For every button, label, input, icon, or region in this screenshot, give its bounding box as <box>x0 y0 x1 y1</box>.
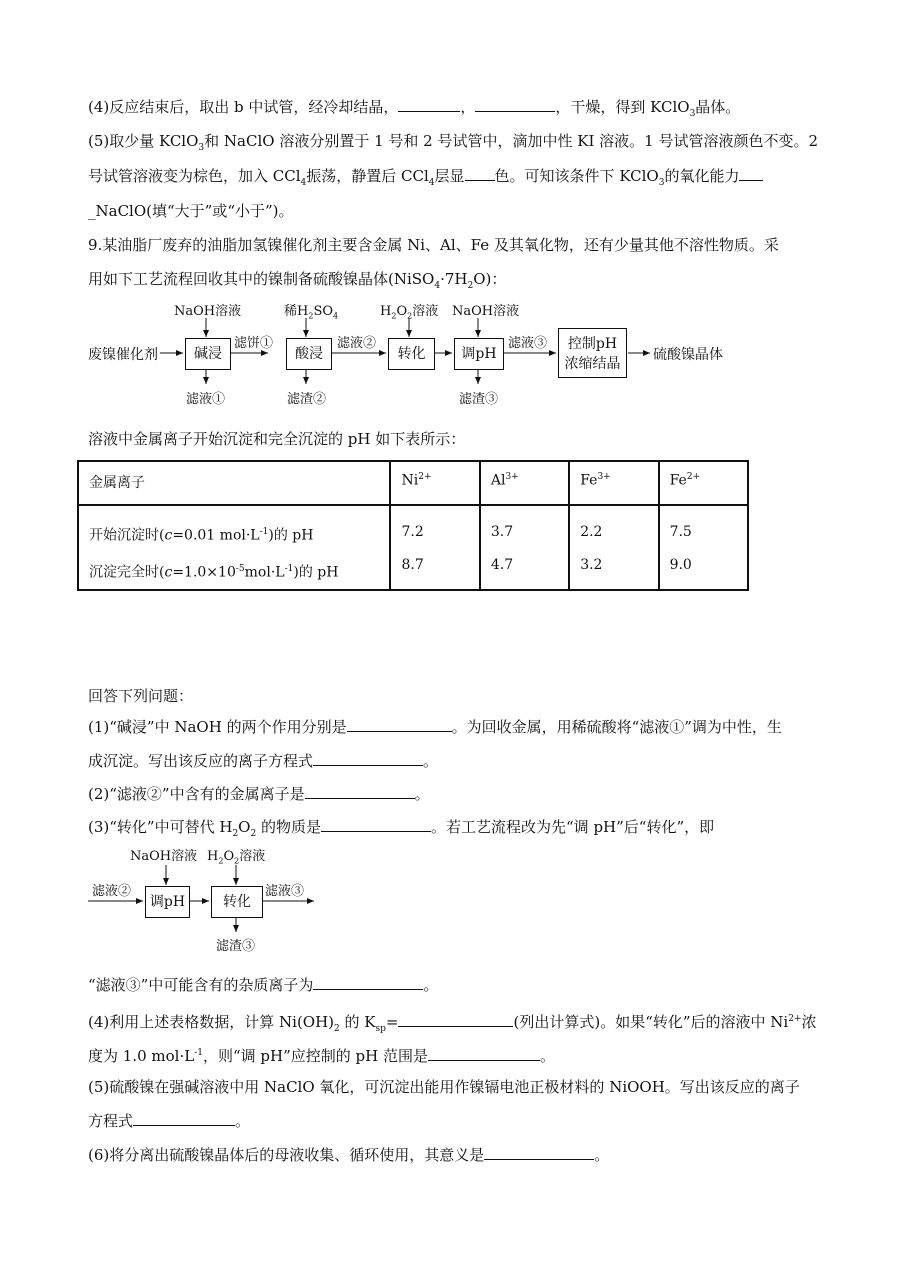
flow-label-filtrate-1: 滤液① <box>186 392 226 407</box>
cell-ni2: 7.2 8.7 <box>390 505 479 590</box>
alt-flow-output: 滤液③ <box>265 884 305 899</box>
answer-blank[interactable] <box>739 166 763 181</box>
flow-end: 硫酸镍晶体 <box>653 347 723 363</box>
answer-blank[interactable] <box>313 975 423 990</box>
alt-reagent-h2o2: $H_2O_2$溶液 <box>207 849 266 866</box>
table-header-row <box>78 461 748 505</box>
answer-blank[interactable] <box>484 1145 594 1160</box>
alt-flow-residue: 滤渣③ <box>216 939 256 954</box>
ion-fe3: $Fe^{3+}$ <box>569 461 658 505</box>
reagent-naoh-2: NaOH溶液 <box>452 304 520 319</box>
row-label-complete: 沉淀完全时$(c=1.0\times 10^{-5}mol\cdot L^{-1})$的 pH <box>89 563 339 581</box>
answer-blank[interactable] <box>398 1012 513 1027</box>
alt-flow-box-adjust-ph: 调pH <box>145 886 190 918</box>
flow-label-filter-cake: 滤饼① <box>234 336 274 351</box>
ion-ni2: $Ni^{2+}$ <box>390 461 479 505</box>
q9-part3-impurities: “滤液③”中可能含有的杂质离子为 。 <box>88 976 439 994</box>
q9-part6: (6)将分离出硫酸镍晶体后的母液收集、循环使用，其意义是 。 <box>88 1146 610 1164</box>
cell-al3: 3.7 4.7 <box>480 505 569 590</box>
answer-blank[interactable] <box>321 817 431 832</box>
answer-blank[interactable] <box>428 1046 540 1061</box>
q9-part4-line2: 度为 1.0 $mol\cdot L^{-1}$，则“调 pH”应控制的 pH 范围是 。 <box>88 1047 555 1065</box>
answer-blank[interactable] <box>313 751 423 766</box>
answer-blank[interactable] <box>133 1111 235 1126</box>
q8-part5-line3: _NaClO(填“大于”或“小于”)。 <box>88 202 294 220</box>
flow-label-residue-3: 滤渣③ <box>459 392 499 407</box>
answer-blank[interactable] <box>475 97 555 112</box>
row-label-start: 开始沉淀时(c=0.01 $mol\cdot L^{-1}$)的 pH <box>89 527 314 544</box>
alt-reagent-naoh: NaOH溶液 <box>130 849 198 864</box>
answer-blank[interactable] <box>398 97 460 112</box>
flow-box-alkali-leach: 碱浸 <box>185 338 231 370</box>
table-header-cell: 金属离子 <box>78 461 390 505</box>
q9-intro-line2: 用如下工艺流程回收其中的镍制备硫酸镍晶体$(NiSO_4\cdot 7H_2O)$： <box>88 270 507 291</box>
ion-al3: $Al^{3+}$ <box>480 461 569 505</box>
cell-fe2: 7.5 9.0 <box>659 505 748 590</box>
q9-part4-line1: (4)利用上述表格数据，计算 $Ni(OH)_2$ 的 $K_{sp}=$ (列出计算式)。如果“转化”后的溶液中 $Ni^{2+}$浓 <box>88 1013 817 1034</box>
reagent-h2o2: $H_2O_2$溶液 <box>380 304 439 321</box>
alt-flow-box-conversion: 转化 <box>211 886 263 918</box>
q9-part3: (3)“转化”中可替代 $H_2O_2$ 的物质是 。若工艺流程改为先“调 pH”后“转化”，即 <box>88 818 715 839</box>
alt-flow-start: 滤液② <box>92 884 132 899</box>
q9-intro-line1: 9.某油脂厂废弃的油脂加氢镍催化剂主要含金属 Ni、Al、Fe 及其氧化物，还有少量其他不溶性物质。采 <box>88 236 779 254</box>
q8-part4: (4)反应结束后，取出 b 中试管，经冷却结晶， ， ，干燥，得到 KClO$_3$晶体。 <box>88 98 741 119</box>
table-data-row <box>78 505 748 590</box>
flow-label-filtrate-2: 滤液② <box>337 336 377 351</box>
table-intro: 溶液中金属离子开始沉淀和完全沉淀的 pH 如下表所示： <box>88 430 466 448</box>
flow-label-filtrate-3: 滤液③ <box>508 336 548 351</box>
q9-part2: (2)“滤液②”中含有的金属离子是 。 <box>88 785 430 803</box>
q9-part5-line2: 方程式 。 <box>88 1112 251 1130</box>
ion-fe2: $Fe^{2+}$ <box>659 461 748 505</box>
reagent-h2so4: 稀$H_2SO_4$ <box>284 304 339 321</box>
reagent-naoh: NaOH溶液 <box>174 304 242 319</box>
flow-box-control-ph: 控制pH 浓缩结晶 <box>558 328 627 378</box>
answer-blank[interactable] <box>305 784 415 799</box>
flow-box-adjust-ph: 调pH <box>454 338 504 370</box>
answer-blank[interactable] <box>465 166 495 181</box>
q8-part5-line2: 号试管溶液变为棕色，加入 CCl$_4$振荡，静置后 CCl$_4$层显 色。可知该条件下 KClO$_3$的氧化能力 <box>88 166 763 193</box>
precipitation-ph-table <box>77 460 749 591</box>
answer-blank[interactable] <box>347 717 452 732</box>
q9-part1-line1: (1)“碱浸”中 NaOH 的两个作用分别是 。为回收金属，用稀硫酸将“滤液①”调为中性，生 <box>88 718 782 736</box>
flow-label-residue-2: 滤渣② <box>287 392 327 407</box>
answer-intro: 回答下列问题： <box>88 687 194 705</box>
flow-box-conversion: 转化 <box>388 338 435 370</box>
row-labels <box>78 505 390 590</box>
q8-part5-line1: (5)取少量 KClO$_3$和 NaClO 溶液分别置于 1 号和 2 号试管中，滴加中性 KI 溶液。1 号试管溶液颜色不变。2 <box>88 132 819 153</box>
cell-fe3: 2.2 3.2 <box>569 505 658 590</box>
flow-start: 废镍催化剂 <box>88 347 158 363</box>
q9-part1-line2: 成沉淀。写出该反应的离子方程式 。 <box>88 752 439 770</box>
q9-part5-line1: (5)硫酸镍在强碱溶液中用 NaClO 氧化，可沉淀出能用作镍镉电池正极材料的 NiOOH。写出该反应的离子 <box>88 1078 800 1096</box>
flow-box-acid-leach: 酸浸 <box>286 338 332 370</box>
